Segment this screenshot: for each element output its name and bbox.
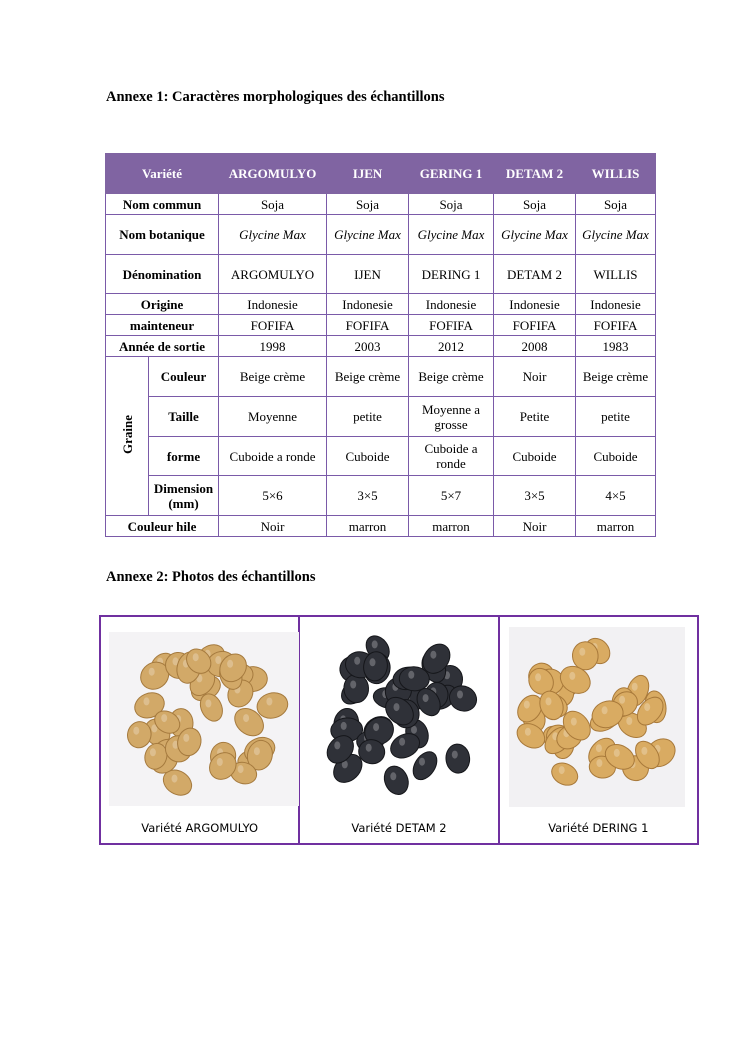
table-cell: FOFIFA xyxy=(327,315,409,336)
row-label: Dénomination xyxy=(106,255,219,294)
table-cell: Soja xyxy=(409,194,494,215)
table-cell: 2008 xyxy=(494,336,576,357)
header-variety: DETAM 2 xyxy=(494,154,576,194)
header-variety-label: Variété xyxy=(106,154,219,194)
bean-highlight xyxy=(423,694,429,702)
bean-highlight xyxy=(579,648,585,656)
table-cell: 5×7 xyxy=(409,476,494,516)
bean-highlight xyxy=(372,640,378,648)
photo-cell xyxy=(500,617,697,843)
photo-caption: Variété ARGOMULYO xyxy=(141,821,259,835)
table-cell: Cuboide xyxy=(576,437,656,476)
table-cell: WILLIS xyxy=(576,255,656,294)
table-cell: 4×5 xyxy=(576,476,656,516)
bean-highlight xyxy=(394,703,400,711)
table-cell: petite xyxy=(576,397,656,437)
row-label: forme xyxy=(149,437,219,476)
bean-photo-argomulyo xyxy=(109,632,299,806)
bean-highlight xyxy=(193,653,199,661)
table-cell: Soja xyxy=(327,194,409,215)
table-cell: FOFIFA xyxy=(219,315,327,336)
bean-highlight xyxy=(172,775,178,783)
table-cell: Indonesie xyxy=(219,294,327,315)
table-cell: Beige crème xyxy=(576,357,656,397)
table-cell: DETAM 2 xyxy=(494,255,576,294)
graine-label: Graine xyxy=(119,415,135,454)
bean-highlight xyxy=(243,714,249,722)
table-cell: Soja xyxy=(219,194,327,215)
bean-highlight xyxy=(355,657,361,665)
table-cell: 5×6 xyxy=(219,476,327,516)
bean-highlight xyxy=(570,718,576,726)
table-cell: Glycine Max xyxy=(576,215,656,255)
table-row xyxy=(106,215,656,255)
table-row xyxy=(106,255,656,294)
table-cell: Soja xyxy=(494,194,576,215)
table-cell: Glycine Max xyxy=(494,215,576,255)
bean-highlight xyxy=(217,758,223,766)
bean-highlight xyxy=(205,700,211,708)
bean-highlight xyxy=(601,706,607,714)
bean-highlight xyxy=(619,696,625,704)
table-cell: Indonesie xyxy=(327,294,409,315)
bean-highlight xyxy=(266,698,272,706)
bean-highlight xyxy=(457,691,463,699)
table-cell: Cuboide a ronde xyxy=(409,437,494,476)
table-cell: ARGOMULYO xyxy=(219,255,327,294)
table-header-row xyxy=(106,154,656,194)
table-row xyxy=(106,476,656,516)
table-row xyxy=(106,516,656,537)
bean-highlight xyxy=(596,759,602,767)
bean-highlight xyxy=(366,744,372,752)
bean-highlight xyxy=(351,681,357,689)
bean-highlight xyxy=(613,749,619,757)
bean-highlight xyxy=(641,747,647,755)
table-cell: Noir xyxy=(219,516,327,537)
morphology-table xyxy=(105,153,656,537)
table-cell: marron xyxy=(327,516,409,537)
table-cell: Soja xyxy=(576,194,656,215)
header-variety: GERING 1 xyxy=(409,154,494,194)
bean-highlight xyxy=(569,672,575,680)
bean-highlight xyxy=(149,668,155,676)
table-cell: 2003 xyxy=(327,336,409,357)
photo-caption: Variété DETAM 2 xyxy=(351,821,447,835)
table-cell: Beige crème xyxy=(219,357,327,397)
bean-highlight xyxy=(644,703,650,711)
bean-highlight xyxy=(523,701,529,709)
bean-highlight xyxy=(391,772,397,780)
row-label: Couleur xyxy=(149,357,219,397)
photo-cell xyxy=(300,617,499,843)
bean-highlight xyxy=(215,656,221,664)
table-cell: Petite xyxy=(494,397,576,437)
table-cell: Moyenne a grosse xyxy=(409,397,494,437)
bean-highlight xyxy=(335,741,341,749)
table-cell: Cuboide xyxy=(494,437,576,476)
table-cell: 1998 xyxy=(219,336,327,357)
table-cell: 2012 xyxy=(409,336,494,357)
bean-highlight xyxy=(144,697,150,705)
table-cell: Glycine Max xyxy=(327,215,409,255)
bean-highlight xyxy=(535,673,541,681)
header-variety: WILLIS xyxy=(576,154,656,194)
bean-highlight xyxy=(626,717,632,725)
table-cell: FOFIFA xyxy=(576,315,656,336)
table-cell: FOFIFA xyxy=(494,315,576,336)
table-cell: IJEN xyxy=(327,255,409,294)
table-cell: 3×5 xyxy=(494,476,576,516)
table-cell: Indonesie xyxy=(576,294,656,315)
photo-caption: Variété DERING 1 xyxy=(548,821,649,835)
table-cell: 1983 xyxy=(576,336,656,357)
bean-highlight xyxy=(238,765,244,773)
bean-photo-detam-2 xyxy=(307,625,489,807)
row-label: mainteneur xyxy=(106,315,219,336)
row-label: Nom botanique xyxy=(106,215,219,255)
table-cell: 3×5 xyxy=(327,476,409,516)
table-cell: Glycine Max xyxy=(219,215,327,255)
bean-highlight xyxy=(133,727,139,735)
table-cell: Beige crème xyxy=(409,357,494,397)
bean-highlight xyxy=(558,766,564,774)
row-label: Taille xyxy=(149,397,219,437)
annexe1-title: Annexe 1: Caractères morphologiques des échantillons xyxy=(106,89,445,105)
bean-highlight xyxy=(161,714,167,722)
annexe2-title: Annexe 2: Photos des échantillons xyxy=(106,569,316,585)
bean-highlight xyxy=(525,728,531,736)
bean-highlight xyxy=(150,748,156,756)
bean-highlight xyxy=(370,658,376,666)
table-cell: marron xyxy=(576,516,656,537)
graine-group-label xyxy=(106,357,149,516)
table-cell: DERING 1 xyxy=(409,255,494,294)
bean-highlight xyxy=(452,751,458,759)
table-row xyxy=(106,437,656,476)
table-cell: FOFIFA xyxy=(409,315,494,336)
table-cell: Moyenne xyxy=(219,397,327,437)
bean-highlight xyxy=(596,744,602,752)
table-row xyxy=(106,336,656,357)
photo-grid xyxy=(99,615,699,845)
bean-highlight xyxy=(419,758,425,766)
bean-highlight xyxy=(631,683,637,691)
table-cell: Noir xyxy=(494,357,576,397)
table-row xyxy=(106,357,656,397)
bean-highlight xyxy=(431,651,437,659)
bean-highlight xyxy=(227,660,233,668)
table-cell: marron xyxy=(409,516,494,537)
table-cell: Noir xyxy=(494,516,576,537)
row-label: Année de sortie xyxy=(106,336,219,357)
table-cell: Glycine Max xyxy=(409,215,494,255)
table-cell: Cuboide a ronde xyxy=(219,437,327,476)
table-cell: Indonesie xyxy=(409,294,494,315)
table-cell: Beige crème xyxy=(327,357,409,397)
header-variety: IJEN xyxy=(327,154,409,194)
table-cell: petite xyxy=(327,397,409,437)
table-row xyxy=(106,194,656,215)
photo-cell xyxy=(101,617,300,843)
bean-highlight xyxy=(254,747,260,755)
row-label: Dimension (mm) xyxy=(149,476,219,516)
bean-highlight xyxy=(341,722,347,730)
table-cell: Cuboide xyxy=(327,437,409,476)
header-variety: ARGOMULYO xyxy=(219,154,327,194)
row-label: Nom commun xyxy=(106,194,219,215)
table-row xyxy=(106,294,656,315)
bean-photo-dering-1 xyxy=(509,627,685,807)
table-row xyxy=(106,397,656,437)
bean-highlight xyxy=(545,697,551,705)
row-label: Couleur hile xyxy=(106,516,219,537)
bean-highlight xyxy=(399,738,405,746)
table-cell: Indonesie xyxy=(494,294,576,315)
bean-highlight xyxy=(409,671,415,679)
bean-highlight xyxy=(373,723,379,731)
bean-highlight xyxy=(183,734,189,742)
row-label: Origine xyxy=(106,294,219,315)
table-row xyxy=(106,315,656,336)
